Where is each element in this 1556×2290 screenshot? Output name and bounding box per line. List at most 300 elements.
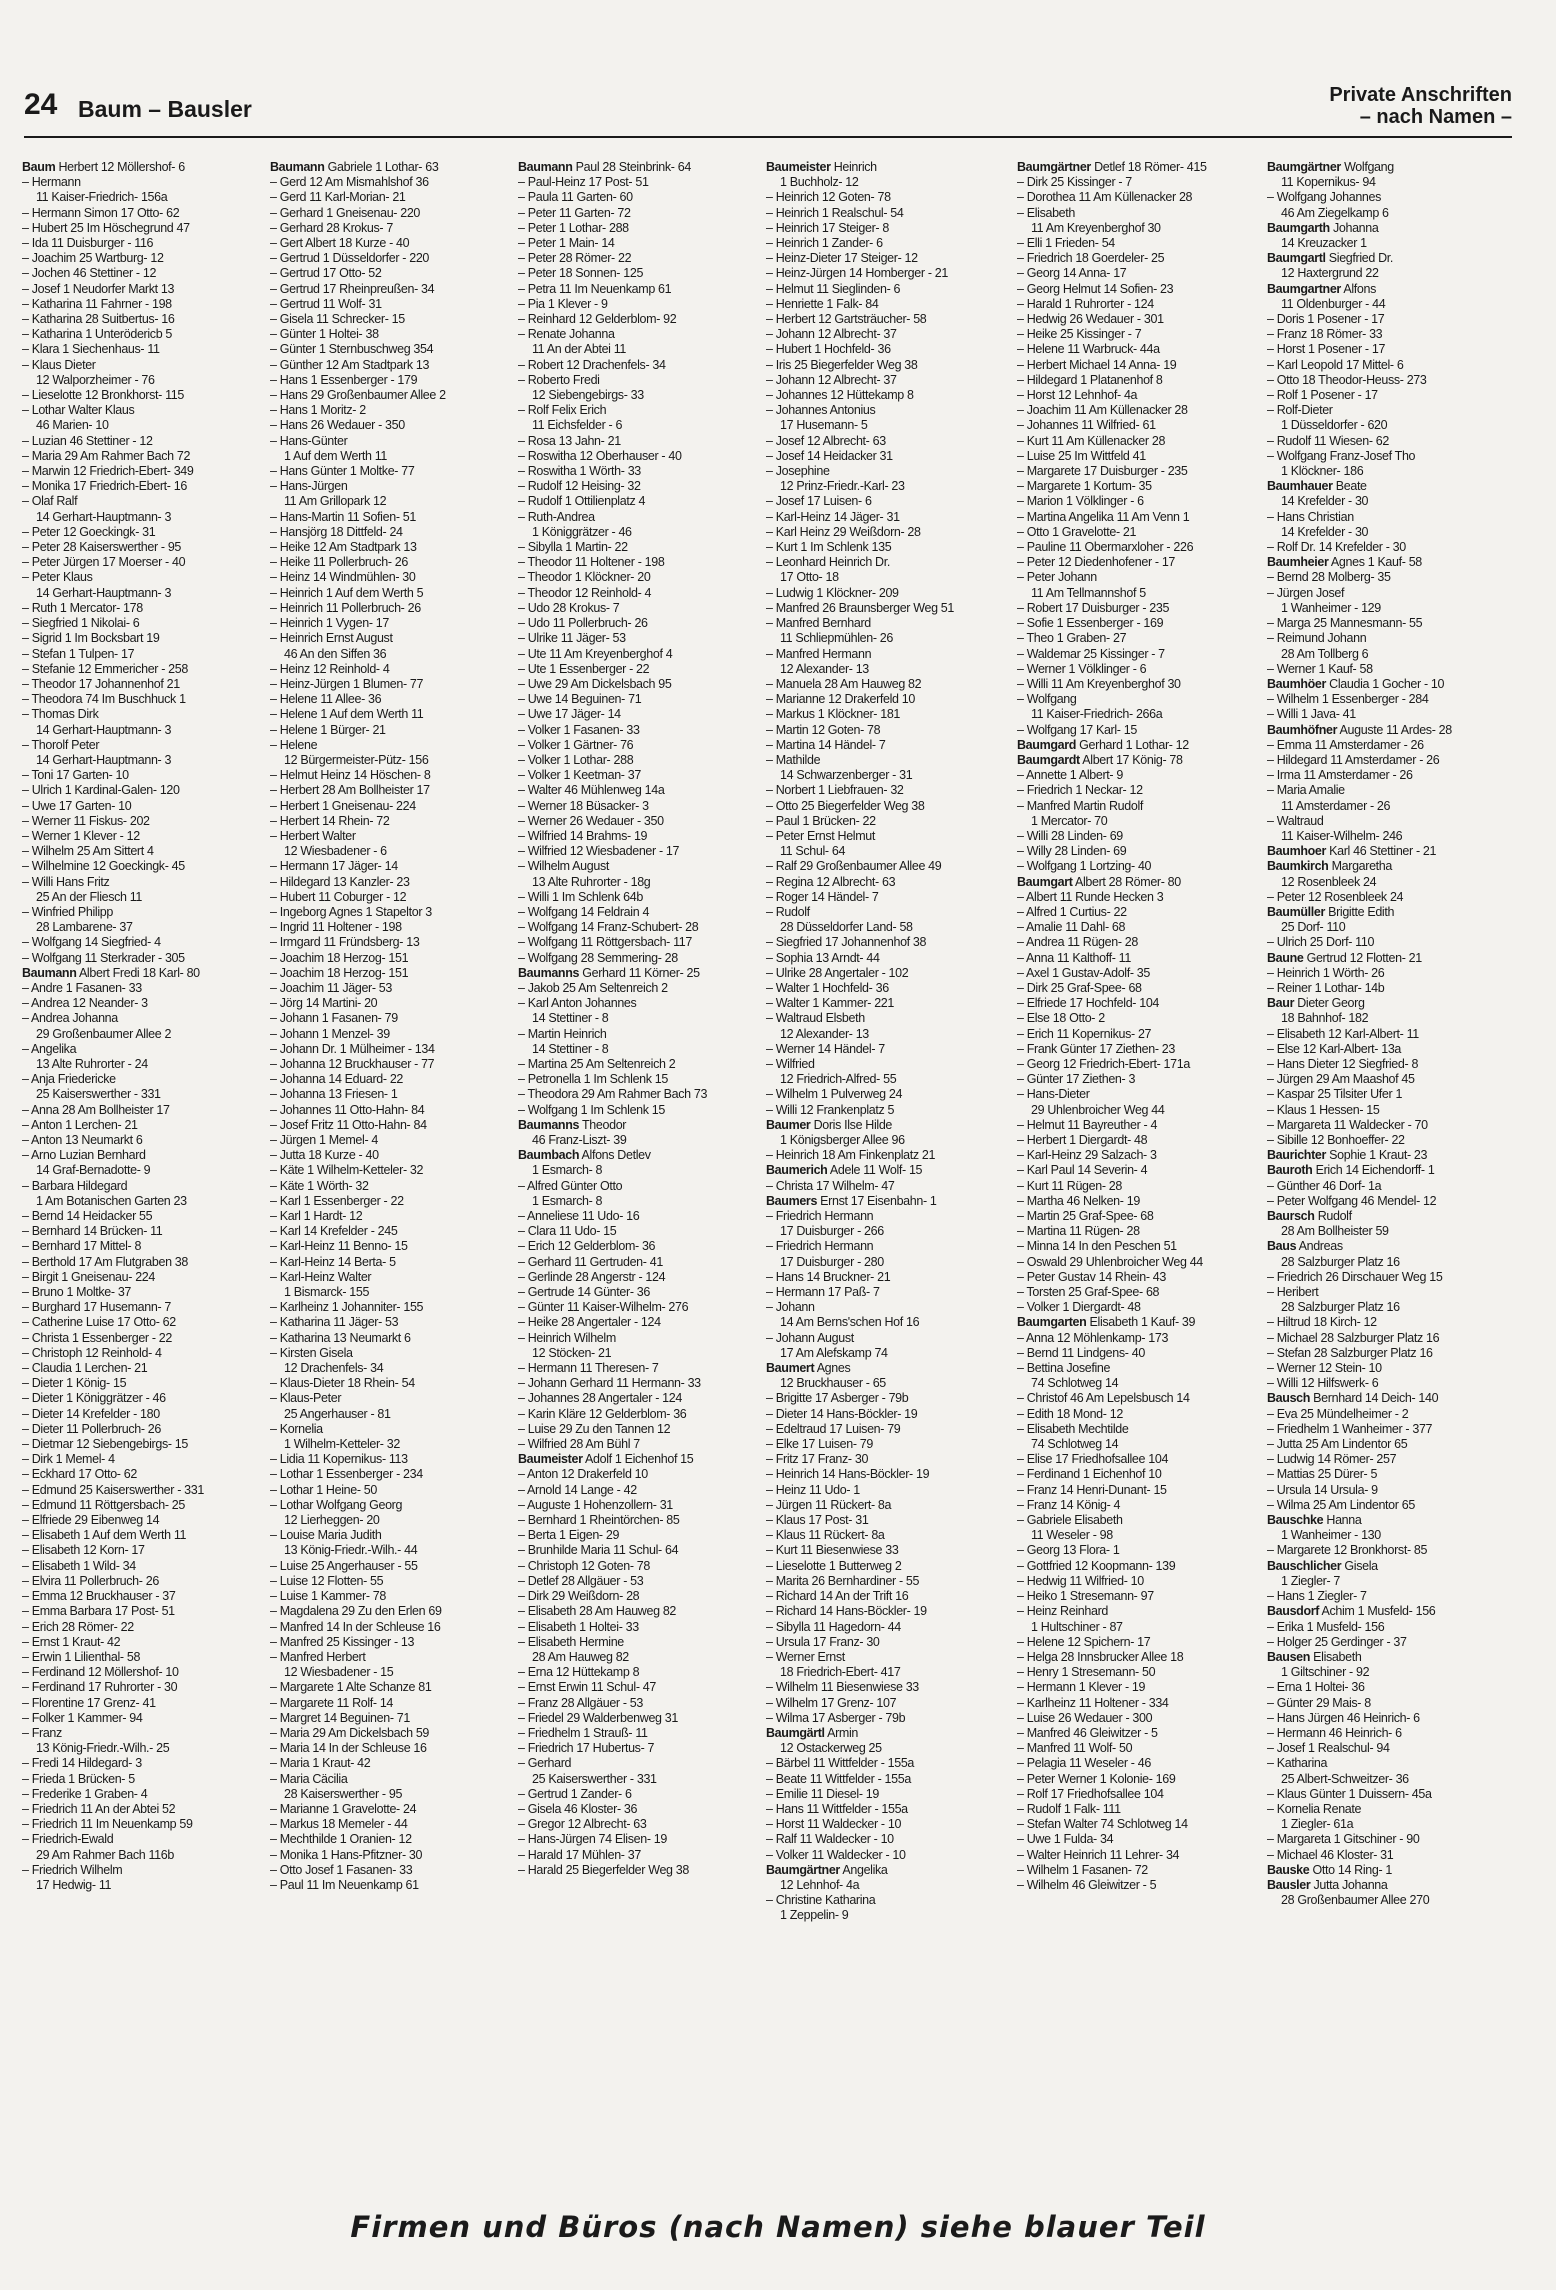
- entry-text: – Theodora 74 Im Buschhuck 1: [22, 692, 186, 707]
- entry-text: – Frederike 1 Graben- 4: [22, 1786, 148, 1801]
- surname-entry: [1267, 723, 1511, 738]
- entry-text: – Christof 46 Am Lepelsbusch 14: [1017, 1391, 1190, 1406]
- directory-entry: [766, 570, 1010, 585]
- directory-entry: [270, 510, 514, 525]
- directory-entry: [22, 707, 266, 722]
- entry-text: – Karlheinz 1 Johanniter- 155: [270, 1300, 424, 1315]
- entry-text: – Gisela 46 Kloster- 36: [518, 1801, 638, 1816]
- entry-text: 13 König-Friedr.-Wilh.- 25: [36, 1741, 170, 1756]
- directory-entry: [270, 753, 514, 768]
- directory-entry: [22, 1832, 266, 1847]
- entry-text: Alfons Detlev: [579, 1148, 651, 1163]
- entry-text: 12 Siebengebirgs- 33: [532, 388, 644, 403]
- surname-entry: [1267, 1239, 1511, 1254]
- entry-text: – Bernd 14 Heidacker 55: [22, 1209, 153, 1224]
- entry-text: – Georg 12 Friedrich-Ebert- 171a: [1017, 1056, 1190, 1071]
- entry-text: – Ferdinand 17 Ruhrorter - 30: [22, 1680, 178, 1695]
- entry-text: 1 Ziegler- 7: [1281, 1573, 1341, 1588]
- directory-entry: [1017, 510, 1261, 525]
- surname: Baumüller: [1267, 904, 1325, 919]
- entry-text: – Monika 17 Friedrich-Ebert- 16: [22, 479, 187, 494]
- entry-text: 1 Ziegler- 61a: [1281, 1817, 1354, 1832]
- entry-text: – Werner 1 Kauf- 58: [1267, 661, 1373, 676]
- entry-text: – Otto 1 Gravelotte- 21: [1017, 524, 1137, 539]
- directory-entry: [270, 1042, 514, 1057]
- entry-text: – Ute 1 Essenberger - 22: [518, 661, 650, 676]
- directory-entry: [270, 1437, 514, 1452]
- entry-text: – Rolf 1 Posener - 17: [1267, 388, 1378, 403]
- entry-text: – Anton 12 Drakerfeld 10: [518, 1467, 648, 1482]
- directory-column: [22, 160, 266, 2170]
- directory-entry: [22, 175, 266, 190]
- entry-text: – Georg Helmut 14 Sofien- 23: [1017, 281, 1174, 296]
- directory-entry: [766, 418, 1010, 433]
- entry-text: – Klaus 11 Rückert- 8a: [766, 1528, 885, 1543]
- directory-entry: [22, 1650, 266, 1665]
- entry-text: – Wolfgang 14 Franz-Schubert- 28: [518, 920, 699, 935]
- entry-text: – Franz 14 König- 4: [1017, 1497, 1121, 1512]
- directory-entry: [518, 829, 762, 844]
- directory-entry: [270, 373, 514, 388]
- directory-entry: [766, 1741, 1010, 1756]
- entry-text: – Marga 25 Mannesmann- 55: [1267, 616, 1423, 631]
- directory-entry: [1267, 1483, 1511, 1498]
- entry-text: – Bärbel 11 Wittfelder - 155a: [766, 1756, 915, 1771]
- entry-text: Paul 28 Steinbrink- 64: [572, 160, 691, 174]
- directory-entry: [270, 464, 514, 479]
- directory-entry: [1017, 570, 1261, 585]
- directory-entry: [518, 312, 762, 327]
- entry-text: – Elisabeth Hermine: [518, 1634, 624, 1649]
- entry-text: – Roswitha 1 Wörth- 33: [518, 464, 641, 479]
- entry-text: – Doris 1 Posener - 17: [1267, 312, 1385, 327]
- directory-entry: [1017, 1239, 1261, 1254]
- entry-text: – Walter 46 Mühlenweg 14a: [518, 783, 665, 798]
- directory-entry: [270, 479, 514, 494]
- entry-text: – Gertrud 17 Otto- 52: [270, 266, 382, 281]
- section-title-line-2: – nach Namen –: [1359, 106, 1512, 128]
- entry-text: – Helene: [270, 737, 318, 752]
- directory-entry: [1267, 1817, 1511, 1832]
- entry-text: – Volker 1 Fasanen- 33: [518, 722, 640, 737]
- directory-entry: [766, 266, 1010, 281]
- entry-text: – Edeltraud 17 Luisen- 79: [766, 1421, 901, 1436]
- directory-entry: [270, 1878, 514, 1893]
- surname: Baursch: [1267, 1209, 1315, 1224]
- directory-entry: [766, 951, 1010, 966]
- entry-text: – Kurt 11 Biesenwiese 33: [766, 1543, 899, 1558]
- directory-entry: [22, 859, 266, 874]
- entry-text: 11 Schliepmühlen- 26: [780, 631, 893, 646]
- directory-entry: [22, 1300, 266, 1315]
- directory-entry: [1267, 1543, 1511, 1558]
- entry-text: – Maria Amalie: [1267, 783, 1345, 798]
- footer-note: Firmen und Büros (nach Namen) siehe blauer Teil: [350, 2210, 1206, 2244]
- directory-entry: [270, 616, 514, 631]
- surname: Baumeister: [766, 160, 831, 174]
- entry-text: – Peter 28 Kaiserswerther - 95: [22, 540, 182, 555]
- directory-entry: [1267, 175, 1511, 190]
- entry-text: – Else 12 Karl-Albert- 13a: [1267, 1041, 1402, 1056]
- entry-text: – Wilhelm 1 Fasanen- 72: [1017, 1862, 1148, 1877]
- directory-entry: [270, 1103, 514, 1118]
- directory-entry: [1267, 373, 1511, 388]
- entry-text: 28 Großenbaumer Allee 270: [1281, 1893, 1430, 1908]
- directory-entry: [270, 1239, 514, 1254]
- entry-text: – Lothar Wolfgang Georg: [270, 1497, 403, 1512]
- directory-entry: [1017, 1711, 1261, 1726]
- directory-entry: [22, 1346, 266, 1361]
- entry-text: – Harald 17 Mühlen- 37: [518, 1847, 641, 1862]
- directory-entry: [518, 358, 762, 373]
- directory-entry: [1017, 282, 1261, 297]
- entry-text: – Gertrude 14 Günter- 36: [518, 1285, 650, 1300]
- entry-text: – Anton 1 Lerchen- 21: [22, 1117, 138, 1132]
- directory-entry: [1267, 1270, 1511, 1285]
- entry-text: – Wilhelm 11 Biesenwiese 33: [766, 1680, 919, 1695]
- directory-entry: [766, 1772, 1010, 1787]
- entry-text: Albert Fredi 18 Karl- 80: [76, 965, 200, 980]
- entry-text: – Margarete 17 Duisburger - 235: [1017, 464, 1188, 479]
- entry-text: – Emma Barbara 17 Post- 51: [22, 1604, 175, 1619]
- directory-entry: [1017, 1027, 1261, 1042]
- entry-text: – Hedwig 26 Wedauer - 301: [1017, 312, 1164, 327]
- directory-entry: [1017, 647, 1261, 662]
- entry-text: – Katharina 11 Fahrner - 198: [22, 296, 172, 311]
- directory-entry: [766, 1696, 1010, 1711]
- directory-entry: [270, 434, 514, 449]
- directory-entry: [1267, 312, 1511, 327]
- directory-entry: [1267, 403, 1511, 418]
- directory-entry: [766, 525, 1010, 540]
- entry-text: – Roberto Fredi: [518, 372, 600, 387]
- directory-entry: [1267, 1224, 1511, 1239]
- directory-entry: [1017, 388, 1261, 403]
- entry-text: – Hermann 1 Klever - 19: [1017, 1680, 1146, 1695]
- directory-entry: [1267, 540, 1511, 555]
- entry-text: – Erwin 1 Lilienthal- 58: [22, 1649, 141, 1664]
- entry-text: – Manfred 26 Braunsberger Weg 51: [766, 600, 954, 615]
- entry-text: 11 Am Kreyenberghof 30: [1031, 220, 1161, 235]
- directory-entry: [766, 981, 1010, 996]
- directory-entry: [22, 1817, 266, 1832]
- directory-entry: [766, 875, 1010, 890]
- directory-entry: [22, 1027, 266, 1042]
- surname: Baumhöfner: [1267, 722, 1338, 737]
- directory-entry: [1017, 1787, 1261, 1802]
- entry-text: – Rolf 17 Friedhofsallee 104: [1017, 1786, 1164, 1801]
- entry-text: Armin: [824, 1725, 858, 1740]
- directory-entry: [1267, 1741, 1511, 1756]
- surname-entry: [766, 1863, 1010, 1878]
- directory-entry: [1017, 707, 1261, 722]
- entry-text: – Maria 29 Am Dickelsbach 59: [270, 1725, 430, 1740]
- entry-text: – Heiko 1 Stresemann- 97: [1017, 1589, 1154, 1604]
- directory-entry: [766, 738, 1010, 753]
- entry-text: – Klaus Dieter: [22, 357, 96, 372]
- directory-entry: [766, 829, 1010, 844]
- entry-text: – Wolfgang Johannes: [1267, 190, 1382, 205]
- entry-text: Agnes 1 Kauf- 58: [1328, 555, 1422, 570]
- directory-entry: [22, 403, 266, 418]
- directory-entry: [766, 859, 1010, 874]
- surname: Baumheier: [1267, 555, 1329, 570]
- directory-entry: [22, 1209, 266, 1224]
- surname-entry: [766, 1361, 1010, 1376]
- directory-entry: [22, 1255, 266, 1270]
- entry-text: – Oswald 29 Uhlenbroicher Weg 44: [1017, 1254, 1203, 1269]
- entry-text: – Heinrich 17 Steiger- 8: [766, 220, 889, 235]
- directory-entry: [518, 1042, 762, 1057]
- entry-text: Auguste 11 Ardes- 28: [1337, 722, 1452, 737]
- directory-entry: [1017, 1163, 1261, 1178]
- entry-text: 1 Giltschiner - 92: [1281, 1665, 1370, 1680]
- entry-text: – Hans 29 Großenbaumer Allee 2: [270, 388, 446, 403]
- directory-entry: [270, 966, 514, 981]
- entry-text: – Wilhelm 25 Am Sittert 4: [22, 844, 154, 859]
- directory-entry: [1017, 434, 1261, 449]
- directory-entry: [270, 1696, 514, 1711]
- entry-text: – Margareta 11 Waldecker - 70: [1267, 1117, 1428, 1132]
- entry-text: – Peter 1 Main- 14: [518, 236, 615, 251]
- directory-entry: [22, 799, 266, 814]
- directory-entry: [1017, 1270, 1261, 1285]
- directory-entry: [518, 1817, 762, 1832]
- entry-text: – Lothar Walter Klaus: [22, 403, 135, 418]
- directory-entry: [518, 707, 762, 722]
- surname-entry: [1267, 1650, 1511, 1665]
- directory-entry: [270, 1163, 514, 1178]
- directory-entry: [766, 1027, 1010, 1042]
- directory-entry: [1017, 935, 1261, 950]
- directory-entry: [270, 1863, 514, 1878]
- entry-text: – Herbert 14 Rhein- 72: [270, 813, 390, 828]
- directory-entry: [766, 1011, 1010, 1026]
- entry-text: – Manfred 25 Kissinger - 13: [270, 1634, 415, 1649]
- directory-column: [1017, 160, 1261, 2170]
- directory-entry: [270, 1604, 514, 1619]
- entry-text: – Horst 1 Posener - 17: [1267, 342, 1386, 357]
- directory-entry: [766, 1817, 1010, 1832]
- directory-entry: [518, 403, 762, 418]
- directory-entry: [22, 1848, 266, 1863]
- entry-text: – Horst 12 Lehnhof- 4a: [1017, 388, 1138, 403]
- directory-entry: [22, 890, 266, 905]
- directory-entry: [1017, 996, 1261, 1011]
- entry-text: – Dieter 1 Königgrätzer - 46: [22, 1391, 166, 1406]
- directory-entry: [270, 631, 514, 646]
- directory-entry: [518, 601, 762, 616]
- directory-entry: [518, 494, 762, 509]
- directory-entry: [22, 1726, 266, 1741]
- directory-entry: [766, 1620, 1010, 1635]
- entry-text: 25 An der Fliesch 11: [36, 889, 143, 904]
- directory-entry: [270, 1574, 514, 1589]
- entry-text: Gabriele 1 Lothar- 63: [324, 160, 439, 174]
- directory-entry: [766, 1103, 1010, 1118]
- directory-entry: [270, 935, 514, 950]
- surname: Baur: [1267, 996, 1295, 1011]
- directory-entry: [270, 1300, 514, 1315]
- directory-entry: [22, 449, 266, 464]
- surname-entry: [1267, 160, 1511, 175]
- entry-text: Theodor: [579, 1117, 627, 1132]
- directory-entry: [766, 1376, 1010, 1391]
- entry-text: 1 Königsberger Allee 96: [780, 1133, 905, 1147]
- entry-text: – Rudolf 12 Heising- 32: [518, 479, 641, 494]
- directory-entry: [270, 206, 514, 221]
- entry-text: – Gertrud 11 Wolf- 31: [270, 296, 382, 311]
- entry-text: – Elfriede 29 Eibenweg 14: [22, 1513, 160, 1528]
- surname-entry: [1267, 251, 1511, 266]
- directory-entry: [518, 479, 762, 494]
- directory-entry: [270, 1285, 514, 1300]
- directory-entry: [766, 1604, 1010, 1619]
- entry-text: – Heinrich 1 Zander- 6: [766, 236, 883, 251]
- entry-text: – Gerhard: [518, 1756, 572, 1771]
- entry-text: – Manfred 11 Wolf- 50: [1017, 1741, 1133, 1756]
- directory-entry: [1017, 525, 1261, 540]
- entry-text: – Johannes 11 Otto-Hahn- 84: [270, 1102, 425, 1117]
- directory-entry: [1267, 1574, 1511, 1589]
- entry-text: 12 Rosenbleek 24: [1281, 874, 1377, 889]
- directory-entry: [518, 875, 762, 890]
- entry-text: – Minna 14 In den Peschen 51: [1017, 1239, 1177, 1254]
- entry-text: – Helmut 11 Bayreuther - 4: [1017, 1117, 1158, 1132]
- directory-entry: [270, 1513, 514, 1528]
- directory-entry: [1267, 1848, 1511, 1863]
- entry-text: – Anna 28 Am Bollheister 17: [22, 1102, 170, 1117]
- directory-entry: [518, 1239, 762, 1254]
- entry-text: – Joachim 25 Wartburg- 12: [22, 251, 164, 266]
- entry-text: – Toni 17 Garten- 10: [22, 768, 129, 783]
- directory-entry: [1267, 829, 1511, 844]
- entry-text: – Reimund Johann: [1267, 631, 1367, 646]
- directory-entry: [22, 1711, 266, 1726]
- directory-entry: [518, 1498, 762, 1513]
- directory-entry: [1017, 1513, 1261, 1528]
- directory-entry: [766, 1315, 1010, 1330]
- entry-text: – Norbert 1 Liebfrauen- 32: [766, 783, 904, 798]
- directory-column: [270, 160, 514, 2170]
- directory-entry: [1017, 1285, 1261, 1300]
- entry-text: – Helene 1 Bürger- 21: [270, 722, 386, 737]
- entry-text: – Werner 18 Büsacker- 3: [518, 798, 649, 813]
- directory-entry: [270, 1650, 514, 1665]
- directory-entry: [22, 1574, 266, 1589]
- entry-text: – Ursula 14 Ursula- 9: [1267, 1482, 1378, 1497]
- surname: Bauschlicher: [1267, 1558, 1342, 1573]
- entry-text: – Heinz 11 Udo- 1: [766, 1482, 860, 1497]
- entry-text: – Ulrich 25 Dorf- 110: [1267, 935, 1375, 950]
- entry-text: 12 Drachenfels- 34: [284, 1361, 384, 1376]
- surname: Baumhöer: [1267, 676, 1327, 691]
- entry-text: – Irmgard 11 Fründsberg- 13: [270, 935, 420, 950]
- directory-entry: [1267, 647, 1511, 662]
- directory-entry: [1017, 1346, 1261, 1361]
- directory-entry: [1017, 1802, 1261, 1817]
- directory-entry: [270, 647, 514, 662]
- surname-entry: [1267, 1559, 1511, 1574]
- surname-entry: [1267, 844, 1511, 859]
- directory-entry: [22, 312, 266, 327]
- directory-entry: [766, 540, 1010, 555]
- entry-text: – Hans 14 Bruckner- 21: [766, 1269, 891, 1284]
- entry-text: – Brunhilde Maria 11 Schul- 64: [518, 1543, 679, 1558]
- entry-text: – Christa 17 Wilhelm- 47: [766, 1178, 895, 1193]
- directory-entry: [270, 1848, 514, 1863]
- directory-entry: [1017, 206, 1261, 221]
- entry-text: – Elke 17 Luisen- 79: [766, 1437, 873, 1452]
- entry-text: – Johann 1 Menzel- 39: [270, 1026, 390, 1041]
- directory-entry: [1017, 1817, 1261, 1832]
- entry-text: 12 Bürgermeister-Pütz- 156: [284, 752, 429, 767]
- directory-entry: [22, 1467, 266, 1482]
- directory-entry: [22, 251, 266, 266]
- entry-text: – Otto Josef 1 Fasanen- 33: [270, 1862, 413, 1877]
- directory-entry: [1017, 1255, 1261, 1270]
- entry-text: Achim 1 Musfeld- 156: [1319, 1604, 1436, 1619]
- entry-text: – Heinz-Dieter 17 Steiger- 12: [766, 251, 918, 266]
- directory-entry: [766, 1848, 1010, 1863]
- surname: Baumgardt: [1017, 752, 1080, 767]
- entry-text: – Manuela 28 Am Hauweg 82: [766, 676, 922, 691]
- entry-text: – Marianne 12 Drakerfeld 10: [766, 692, 915, 707]
- entry-text: Karl 46 Stettiner - 21: [1326, 844, 1437, 859]
- entry-text: – Hermann 17 Jäger- 14: [270, 859, 398, 874]
- entry-text: – Werner 1 Klever - 12: [22, 828, 140, 843]
- entry-text: – Hermann: [22, 175, 81, 190]
- directory-entry: [1017, 1559, 1261, 1574]
- directory-entry: [518, 1011, 762, 1026]
- directory-entry: [270, 601, 514, 616]
- entry-text: 12 Wiesbadener - 15: [284, 1665, 394, 1680]
- entry-text: – Karl-Heinz 14 Jäger- 31: [766, 509, 900, 524]
- entry-text: Doris Ilse Hilde: [810, 1117, 893, 1132]
- entry-text: – Katharina 1 Unterödericb 5: [22, 327, 173, 342]
- directory-entry: [1017, 1422, 1261, 1437]
- directory-entry: [1267, 1528, 1511, 1543]
- directory-entry: [766, 464, 1010, 479]
- directory-entry: [22, 601, 266, 616]
- directory-entry: [22, 1407, 266, 1422]
- directory-entry: [1267, 692, 1511, 707]
- entry-text: – Hubert 11 Coburger - 12: [270, 889, 407, 904]
- entry-text: – Stefanie 12 Emmericher - 258: [22, 661, 188, 676]
- directory-entry: [22, 1741, 266, 1756]
- surname: Baumers: [766, 1193, 818, 1208]
- directory-entry: [22, 1133, 266, 1148]
- directory-entry: [22, 753, 266, 768]
- entry-text: – Holger 25 Gerdinger - 37: [1267, 1634, 1407, 1649]
- directory-entry: [1017, 266, 1261, 281]
- directory-entry: [1017, 449, 1261, 464]
- entry-text: – Katharina 11 Jäger- 53: [270, 1315, 399, 1330]
- entry-text: – Jürgen 29 Am Maashof 45: [1267, 1072, 1415, 1087]
- directory-entry: [1017, 1665, 1261, 1680]
- entry-text: – Helga 28 Innsbrucker Allee 18: [1017, 1649, 1184, 1664]
- directory-entry: [1267, 1103, 1511, 1118]
- entry-text: – Hubert 1 Hochfeld- 36: [766, 342, 891, 357]
- entry-text: 17 Husemann- 5: [780, 418, 868, 433]
- entry-text: – Michael 46 Kloster- 31: [1267, 1847, 1394, 1862]
- directory-entry: [22, 905, 266, 920]
- surname: Baumgärtl: [766, 1725, 825, 1740]
- directory-entry: [518, 753, 762, 768]
- entry-text: – Manfred Herbert: [270, 1649, 366, 1664]
- directory-entry: [1017, 1650, 1261, 1665]
- entry-text: Johanna: [1329, 220, 1379, 235]
